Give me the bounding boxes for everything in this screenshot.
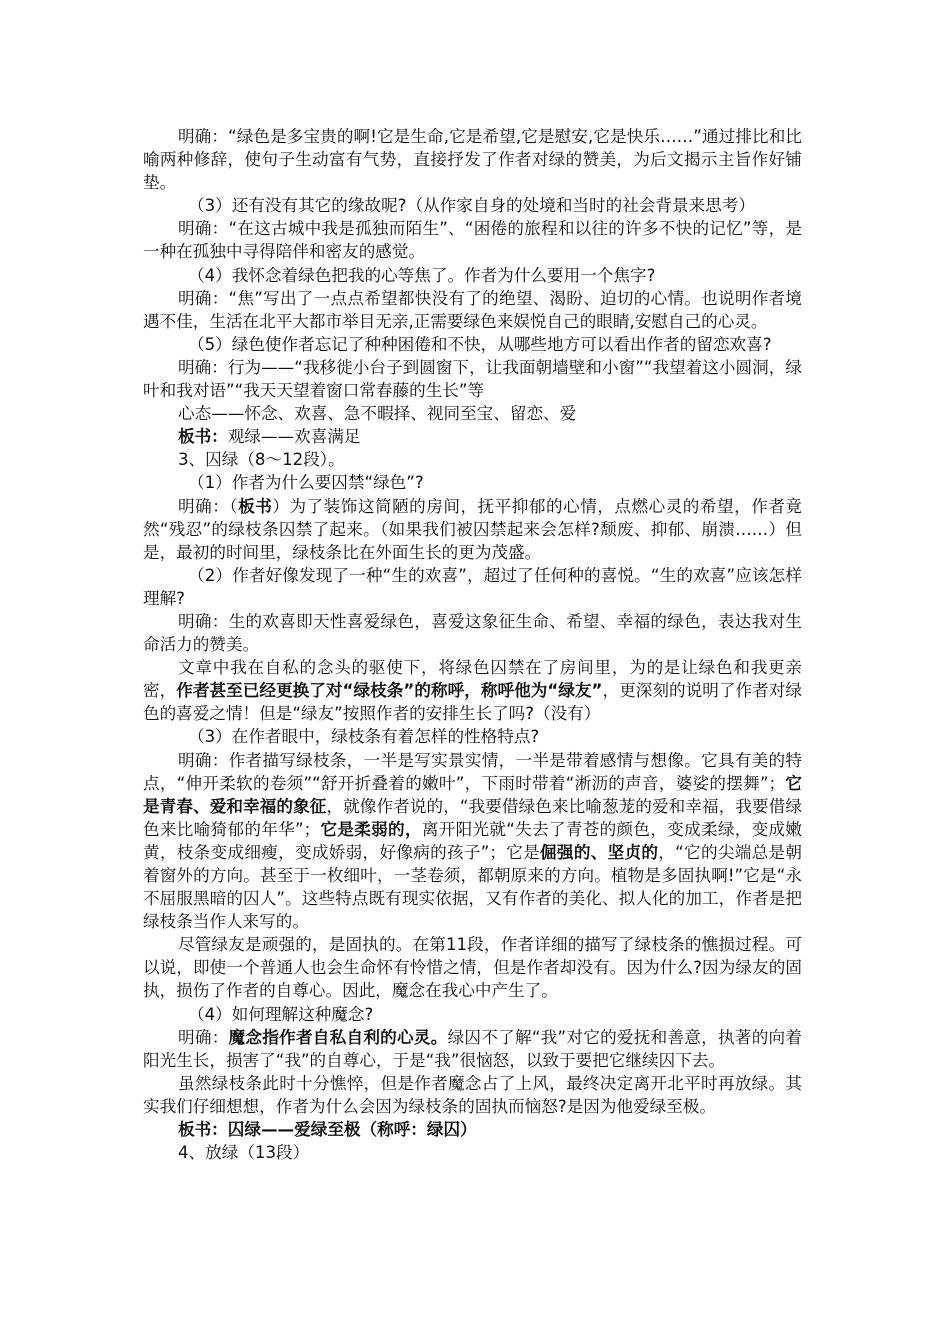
paragraph	[143, 402, 802, 425]
paragraph	[143, 1026, 802, 1072]
bold-text: 它是青春、爱和幸福的象征	[143, 773, 803, 816]
paragraph	[143, 217, 802, 263]
text-run: 明确：作者描写绿枝条，一半是写实景实情，一半是带着感情与想像。它具有美的特点，“伸开柔软的卷须”“舒开折叠着的嫩叶”，下雨时带着“淅沥的声音，婆娑的摆舞”；	[143, 750, 802, 793]
bold-text: 倔强的、坚贞的	[540, 842, 659, 862]
paragraph	[143, 725, 802, 748]
paragraph	[143, 194, 802, 217]
paragraph	[143, 333, 802, 356]
paragraph	[143, 1003, 802, 1026]
text-run: 明确：（	[178, 496, 239, 516]
text-run: （4）我怀念着绿色把我的心等焦了。作者为什么要用一个焦字?	[188, 265, 656, 285]
text-run: 心态——怀念、欢喜、急不暇择、视同至宝、留恋、爱	[178, 404, 577, 424]
paragraph	[143, 356, 802, 402]
text-run: 明确：“绿色是多宝贵的啊!它是生命,它是希望,它是慰安,它是快乐……”通过排比和比喻两种修辞，使句子生动富有气势，直接抒发了作者对绿的赞美，为后文揭示主旨作好铺垫。	[143, 127, 802, 193]
text-run: （3）还有没有其它的缘故呢?（从作家自身的处境和当时的社会背景来思考）	[188, 196, 755, 216]
text-run: （1）作者为什么要囚禁“绿色”?	[188, 473, 424, 493]
paragraph	[143, 1118, 802, 1141]
paragraph	[143, 448, 802, 471]
text-run: 尽管绿友是顽强的，是固执的。在第11段，作者详细的描写了绿枝条的憔损过程。可以说，即使一个普通人也会生命怀有怜惜之情，但是作者却没有。因为什么?因为绿友的固执，损伤了作者的自尊心。因此，魔念在我心中产生了。	[143, 935, 802, 1001]
paragraph	[143, 1072, 802, 1118]
text-run: ，“它的尖端总是朝着窗外的方向。甚至于一枚细叶，一茎卷须，都朝原来的方向。植物是多固执啊!”它是“永不屈服黑暗的囚人”。这些特点既有现实依据，又有作者的美化、拟人化的加工，作者是把绿枝条当作人来写的。	[143, 842, 802, 932]
paragraph	[143, 471, 802, 494]
paragraph	[143, 749, 802, 934]
text-run: 虽然绿枝条此时十分憔悴，但是作者魔念占了上风，最终决定离开北平时再放绿。其实我们仔细想想，作者为什么会因为绿枝条的固执而恼怒?是因为他爱绿至极。	[143, 1073, 802, 1116]
text-run: 文章中我在自私的念头的驱使下，将绿色囚禁在了房间里，为的是让绿色和我更亲密，	[143, 658, 802, 701]
text-run: 绿囚不了解“我”对它的爱抚和善意，执著的向着阳光生长，损害了“我”的自尊心，于是“我”很恼怒，以致于要把它继续囚下去。	[143, 1027, 802, 1070]
text-run: （4）如何理解这种魔念?	[188, 1004, 374, 1024]
text-run: 离开阳光就“失去了青苍的颜色，变成柔绿，变成嫩黄，枝条变成细瘦，变成娇弱，好像病的孩子”；它是	[143, 819, 802, 862]
text-run: ，就像作者说的，“我要借绿色来比喻葱茏的爱和幸福，我要借绿色来比喻猗郁的年华”；	[143, 796, 802, 839]
bold-text: 板书：	[178, 427, 228, 447]
text-run: 明确：“焦”写出了一点点希望都快没有了的绝望、渴盼、迫切的心情。也说明作者境遇不佳，生活在北平大都市举目无亲,正需要绿色来娱悦自己的眼睛,安慰自己的心灵。	[143, 288, 802, 331]
bold-text: 它是柔弱的，	[320, 819, 422, 839]
text-run: 明确：行为——“我移徙小台子到圆窗下，让我面朝墙壁和小窗”“我望着这小圆洞，绿叶和我对语”“我天天望着窗口常春藤的生长”等	[143, 357, 802, 401]
bold-text: 魔念指作者自私自利的心灵。	[228, 1027, 448, 1047]
bold-text: 板书	[238, 496, 273, 516]
paragraph	[143, 1141, 802, 1164]
text-run: ，更深刻的说明了作者对绿色的喜爱之情！但是“绿友”按照作者的安排生长了吗?（没有）	[143, 681, 803, 724]
paragraph	[143, 564, 802, 610]
text-run: 3、囚绿（8～12段）。	[178, 450, 345, 470]
text-run: 明确：生的欢喜即天性喜爱绿色，喜爱这象征生命、希望、幸福的绿色，表达我对生命活力的赞美。	[143, 611, 802, 655]
bold-text: 作者甚至已经更换了对“绿枝条”的称呼，称呼他为“绿友”	[176, 681, 603, 701]
text-run: 4、放绿（13段）	[178, 1143, 310, 1163]
paragraph	[143, 933, 802, 1002]
paragraph	[143, 125, 802, 194]
text-run: （3）在作者眼中，绿枝条有着怎样的性格特点?	[188, 727, 540, 747]
paragraph	[143, 656, 802, 725]
bold-text: 板书：囚绿——爱绿至极（称呼：绿囚）	[178, 1120, 477, 1140]
text-run: 明确：“在这古城中我是孤独而陌生”、“困倦的旅程和以往的许多不快的记忆”等，是一种在孤独中寻得陪伴和密友的感觉。	[143, 219, 802, 262]
text-run: 观绿——欢喜满足	[227, 427, 361, 447]
paragraph	[143, 287, 802, 333]
text-run: 明确：	[178, 1027, 229, 1047]
text-run: （2）作者好像发现了一种“生的欢喜”，超过了任何种的喜悦。“生的欢喜”应该怎样理解?	[143, 565, 802, 608]
text-run: ）为了装饰这简陋的房间，抚平抑郁的心情，点燃心灵的希望，作者竟然“残忍”的绿枝条囚禁了起来。（如果我们被囚禁起来会怎样?颓废、抑郁、崩溃……）但是，最初的时间里，绿枝条比在外面生长的更为茂盛。	[143, 496, 803, 562]
paragraph	[143, 425, 802, 448]
paragraph	[143, 264, 802, 287]
text-run: （5）绿色使作者忘记了种种困倦和不快，从哪些地方可以看出作者的留恋欢喜?	[188, 334, 772, 354]
paragraph	[143, 610, 802, 656]
paragraph	[143, 495, 802, 564]
